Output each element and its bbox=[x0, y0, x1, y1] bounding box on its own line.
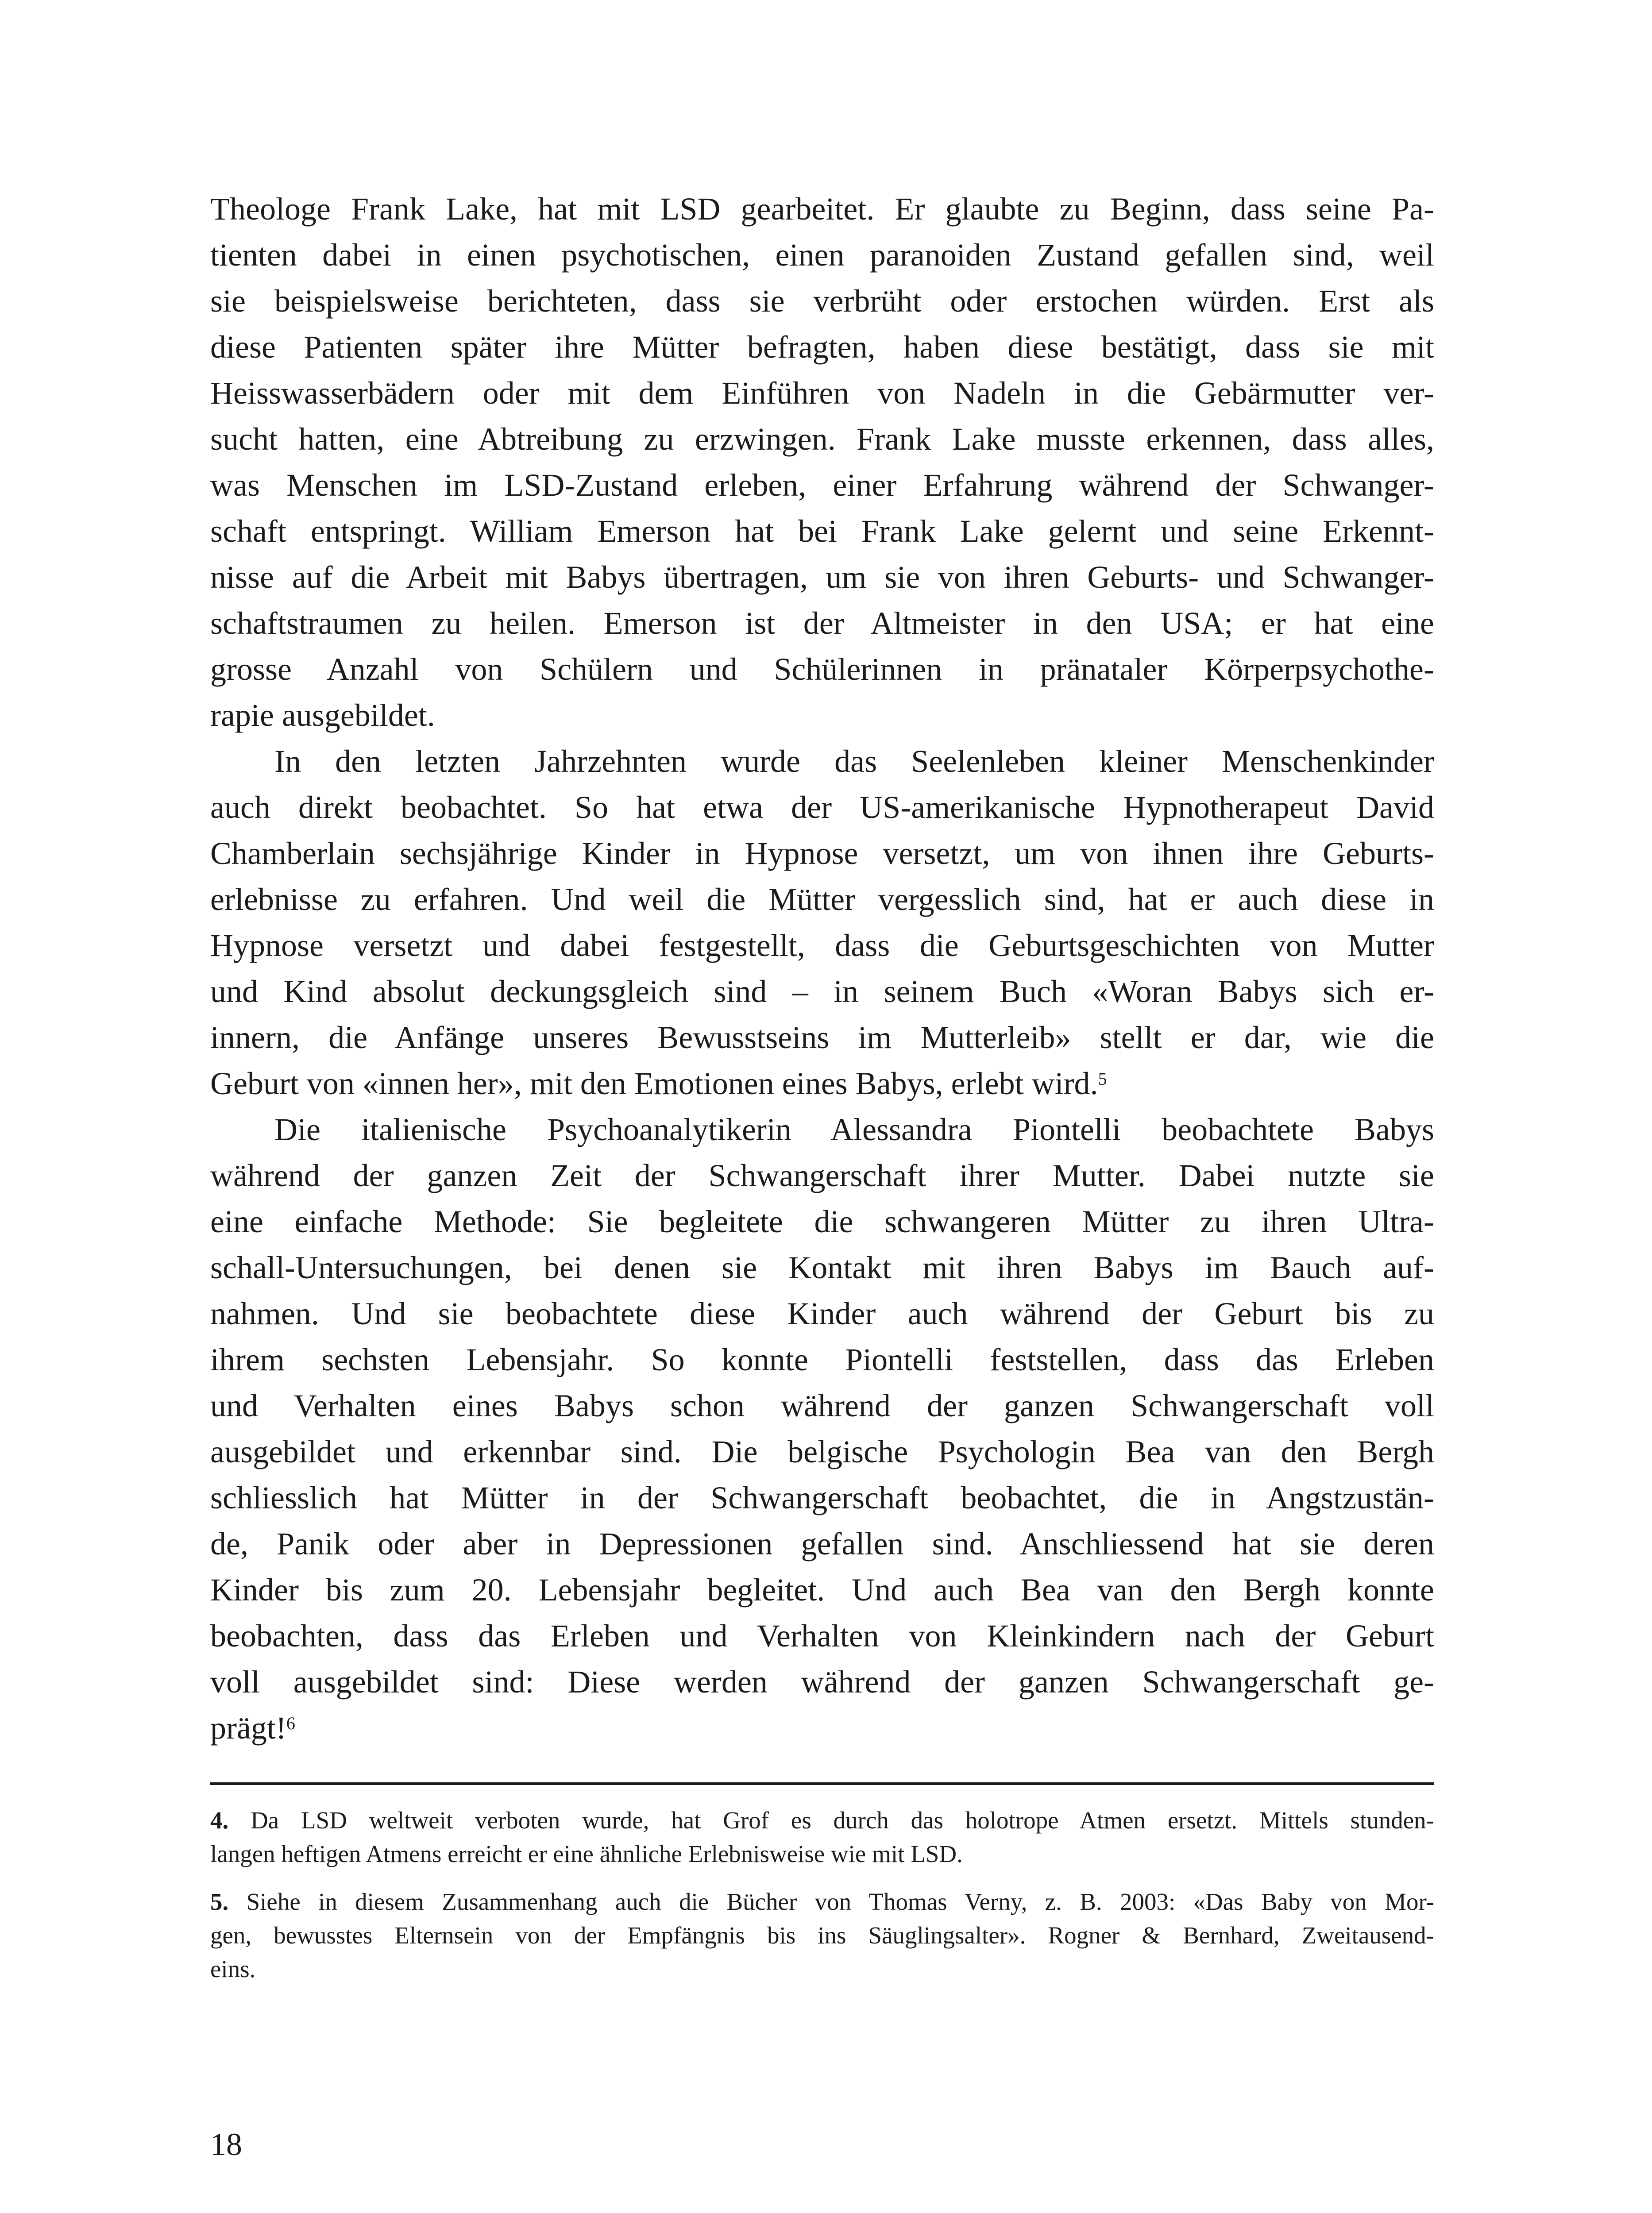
text-line: Kinder bis zum 20. Lebensjahr begleitet. Und auch Bea van den Bergh konnte bbox=[210, 1572, 1434, 1608]
text-line: was Menschen im LSD-Zustand erleben, einer Erfahrung während der Schwanger- bbox=[210, 467, 1434, 503]
text-line-content: prägt! bbox=[210, 1710, 286, 1746]
text-line: In den letzten Jahrzehnten wurde das Seelenleben kleiner Menschenkinder bbox=[274, 744, 1434, 779]
text-line: voll ausgebildet sind: Diese werden während der ganzen Schwangerschaft ge- bbox=[210, 1664, 1434, 1700]
text-line: sucht hatten, eine Abtreibung zu erzwingen. Frank Lake musste erkennen, dass alles, bbox=[210, 421, 1434, 457]
text-line: eine einfache Methode: Sie begleitete die schwangeren Mütter zu ihren Ultra- bbox=[210, 1204, 1434, 1239]
text-line: und Verhalten eines Babys schon während der ganzen Schwangerschaft voll bbox=[210, 1388, 1434, 1423]
footnote-number: 5. bbox=[210, 1888, 229, 1915]
footnote-number: 4. bbox=[210, 1807, 229, 1834]
footnote-text: Da LSD weltweit verboten wurde, hat Grof es durch das holotrope Atmen ersetzt. Mittels stunden- bbox=[251, 1807, 1435, 1834]
text-line: de, Panik oder aber in Depressionen gefallen sind. Anschliessend hat sie deren bbox=[210, 1526, 1434, 1561]
footnote-4 bbox=[210, 1804, 1434, 1871]
footnote-line: eins. bbox=[210, 1955, 256, 1982]
footnote-divider bbox=[210, 1782, 1434, 1785]
text-line: sie beispielsweise berichteten, dass sie verbrüht oder erstochen würden. Erst als bbox=[210, 283, 1434, 319]
text-line: während der ganzen Zeit der Schwangerschaft ihrer Mutter. Dabei nutzte sie bbox=[210, 1158, 1434, 1193]
footnote-line: langen heftigen Atmens erreicht er eine ähnliche Erlebnisweise wie mit LSD. bbox=[210, 1840, 963, 1867]
footnote-reference[interactable]: 6 bbox=[286, 1713, 295, 1733]
text-line: Chamberlain sechsjährige Kinder in Hypnose versetzt, um von ihnen ihre Geburts- bbox=[210, 836, 1434, 871]
text-line bbox=[210, 1705, 1434, 1751]
text-line: schaft entspringt. William Emerson hat bei Frank Lake gelernt und seine Erkennt- bbox=[210, 513, 1434, 549]
footnotes bbox=[210, 1804, 1434, 1986]
text-line: und Kind absolut deckungsgleich sind – in seinem Buch «Woran Babys sich er- bbox=[210, 974, 1434, 1009]
text-line: Heisswasserbädern oder mit dem Einführen von Nadeln in die Gebärmutter ver- bbox=[210, 375, 1434, 411]
footnote-reference[interactable]: 5 bbox=[1098, 1069, 1107, 1089]
text-line: innern, die Anfänge unseres Bewusstseins im Mutterleib» stellt er dar, wie die bbox=[210, 1020, 1434, 1055]
text-line: rapie ausgebildet. bbox=[210, 698, 435, 733]
footnote-line: gen, bewusstes Elternsein von der Empfängnis bis ins Säuglingsalter». Rogner & Bernhard, Zweitausend- bbox=[210, 1922, 1434, 1949]
text-line: diese Patienten später ihre Mütter befragten, haben diese bestätigt, dass sie mit bbox=[210, 329, 1434, 365]
paragraph-3 bbox=[210, 1106, 1434, 1751]
text-line: ausgebildet und erkennbar sind. Die belgische Psychologin Bea van den Bergh bbox=[210, 1434, 1434, 1469]
text-line bbox=[210, 1060, 1434, 1106]
text-line: tienten dabei in einen psychotischen, einen paranoiden Zustand gefallen sind, weil bbox=[210, 237, 1434, 273]
text-line: Die italienische Psychoanalytikerin Alessandra Piontelli beobachtete Babys bbox=[274, 1112, 1434, 1147]
page-number: 18 bbox=[210, 2127, 242, 2162]
footnote-text: Siehe in diesem Zusammenhang auch die Bücher von Thomas Verny, z. B. 2003: «Das Baby von Mor- bbox=[246, 1888, 1435, 1915]
text-line: nahmen. Und sie beobachtete diese Kinder auch während der Geburt bis zu bbox=[210, 1296, 1434, 1331]
footnote-spacer bbox=[210, 1871, 1434, 1885]
footnote-line bbox=[210, 1885, 1434, 1919]
text-line: beobachten, dass das Erleben und Verhalten von Kleinkindern nach der Geburt bbox=[210, 1618, 1434, 1654]
text-line: auch direkt beobachtet. So hat etwa der US-amerikanische Hypnotherapeut David bbox=[210, 790, 1434, 825]
footnote-5 bbox=[210, 1885, 1434, 1986]
text-line: erlebnisse zu erfahren. Und weil die Mütter vergesslich sind, hat er auch diese in bbox=[210, 882, 1434, 917]
paragraph-2 bbox=[210, 738, 1434, 1106]
text-line: Hypnose versetzt und dabei festgestellt, dass die Geburtsgeschichten von Mutter bbox=[210, 928, 1434, 963]
paragraph-1 bbox=[210, 186, 1434, 738]
text-line: Theologe Frank Lake, hat mit LSD gearbeitet. Er glaubte zu Beginn, dass seine Pa- bbox=[210, 191, 1434, 227]
text-line-content: Geburt von «innen her», mit den Emotionen eines Babys, erlebt wird. bbox=[210, 1066, 1098, 1101]
text-line: schaftstraumen zu heilen. Emerson ist der Altmeister in den USA; er hat eine bbox=[210, 605, 1434, 641]
text-line: schliesslich hat Mütter in der Schwangerschaft beobachtet, die in Angstzustän- bbox=[210, 1480, 1434, 1515]
text-line: grosse Anzahl von Schülern und Schülerinnen in pränataler Körperpsychothe- bbox=[210, 652, 1434, 687]
text-line: schall-Untersuchungen, bei denen sie Kontakt mit ihren Babys im Bauch auf- bbox=[210, 1250, 1434, 1285]
body-text bbox=[210, 186, 1434, 1751]
text-line: ihrem sechsten Lebensjahr. So konnte Piontelli feststellen, dass das Erleben bbox=[210, 1342, 1434, 1377]
text-line: nisse auf die Arbeit mit Babys übertragen, um sie von ihren Geburts- und Schwanger- bbox=[210, 559, 1434, 595]
footnote-line bbox=[210, 1804, 1434, 1837]
